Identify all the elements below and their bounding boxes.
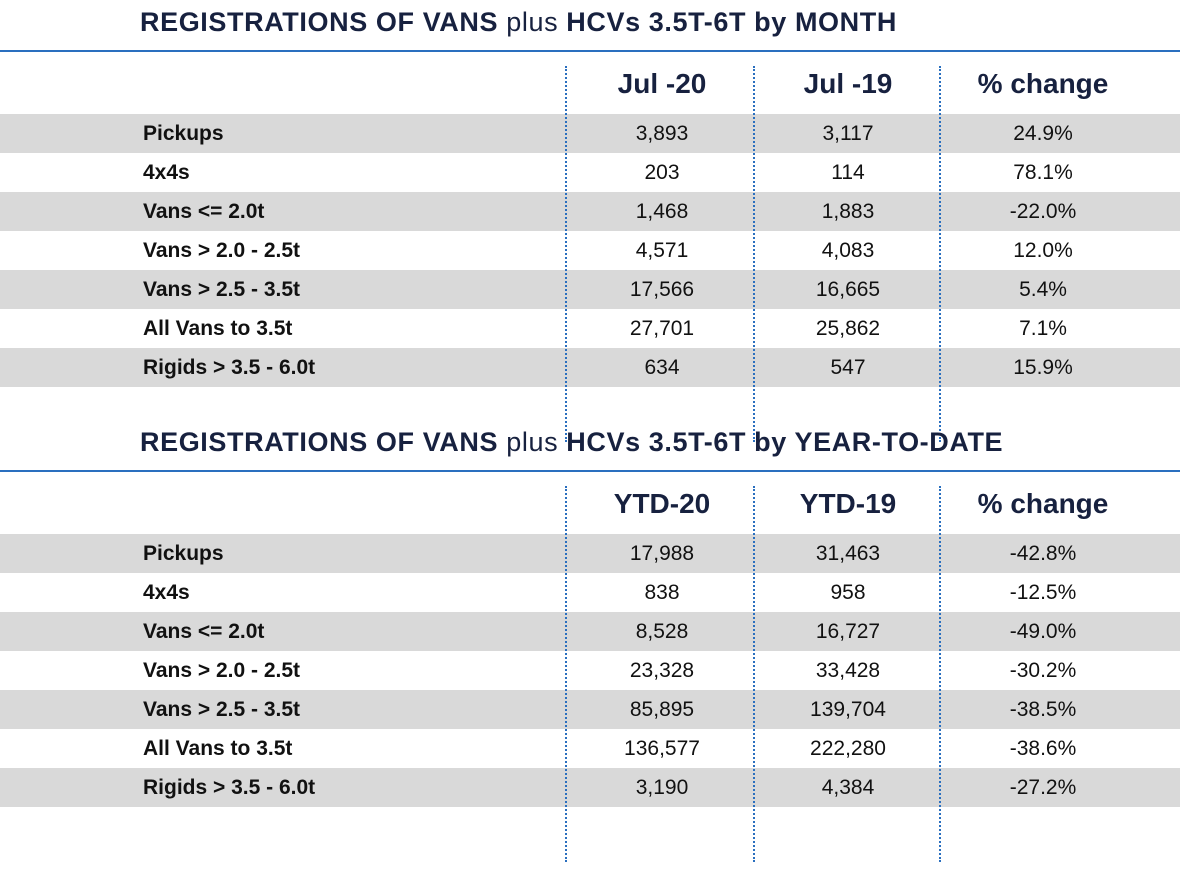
ytd-col-header-2: YTD-19 [799,488,897,519]
monthly-table [0,54,1180,387]
cell-change: 5.4% [1019,278,1067,301]
column-divider [753,486,755,862]
monthly-col-header-1: Jul -20 [617,68,707,99]
cell-value: 4,571 [635,239,689,262]
row-label: Vans > 2.5 - 3.5t [143,698,301,721]
row-label: All Vans to 3.5t [143,737,293,760]
cell-value: 4,384 [821,776,875,799]
table-row [0,534,1180,573]
cell-change: -49.0% [1009,620,1077,643]
row-label: Vans > 2.0 - 2.5t [143,659,301,682]
table-row [0,192,1180,231]
table-row [0,612,1180,651]
row-label: Vans > 2.0 - 2.5t [143,239,301,262]
cell-change: -12.5% [1009,581,1077,604]
monthly-col-header-2: Jul -19 [803,68,893,99]
row-label: Vans > 2.5 - 3.5t [143,278,301,301]
ytd-table [0,474,1180,807]
cell-value: 203 [644,161,680,184]
cell-change: 7.1% [1019,317,1067,340]
cell-change: 78.1% [1013,161,1073,184]
monthly-title-plus: plus [506,7,559,37]
cell-value: 16,665 [815,278,881,301]
table-row [0,270,1180,309]
ytd-title [140,422,1003,462]
column-divider [753,66,755,442]
cell-value: 31,463 [815,542,881,565]
cell-change: 15.9% [1013,356,1073,379]
cell-value: 958 [830,581,866,604]
table-row [0,768,1180,807]
monthly-header-row [0,54,1180,114]
cell-value: 838 [644,581,680,604]
cell-change: -38.6% [1009,737,1077,760]
row-label: 4x4s [143,581,190,604]
cell-change: -30.2% [1009,659,1077,682]
monthly-title [140,2,897,42]
column-divider [565,486,567,862]
monthly-col-header-3: % change [977,68,1109,99]
cell-change: 12.0% [1013,239,1073,262]
cell-value: 3,893 [635,122,689,145]
cell-value: 23,328 [629,659,695,682]
monthly-title-bold-2: HCVs 3.5T-6T by MONTH [566,7,897,37]
cell-change: -42.8% [1009,542,1077,565]
table-row [0,690,1180,729]
cell-value: 8,528 [635,620,689,643]
column-divider [939,486,941,862]
cell-value: 27,701 [629,317,695,340]
cell-value: 114 [831,161,865,184]
table-row [0,114,1180,153]
ytd-title-bold-2: HCVs 3.5T-6T by YEAR-TO-DATE [566,427,1004,457]
column-divider [565,66,567,442]
row-label: Rigids > 3.5 - 6.0t [143,776,316,799]
ytd-col-header-1: YTD-20 [613,488,711,519]
row-label: Pickups [143,542,224,565]
ytd-title-bold-1: REGISTRATIONS OF VANS [140,427,499,457]
cell-value: 85,895 [629,698,695,721]
table-row [0,348,1180,387]
cell-value: 1,883 [821,200,875,223]
cell-value: 4,083 [821,239,875,262]
cell-value: 17,988 [629,542,695,565]
table-row [0,651,1180,690]
table-row [0,573,1180,612]
monthly-title-bold-1: REGISTRATIONS OF VANS [140,7,499,37]
row-label: Pickups [143,122,224,145]
row-label: Vans <= 2.0t [143,620,265,643]
table-row [0,309,1180,348]
row-label: Rigids > 3.5 - 6.0t [143,356,316,379]
table-row [0,729,1180,768]
monthly-title-rule [0,50,1180,52]
cell-value: 139,704 [810,698,886,721]
table-row [0,231,1180,270]
cell-value: 634 [644,356,680,379]
cell-value: 16,727 [815,620,881,643]
ytd-title-plus: plus [506,427,559,457]
ytd-title-rule [0,470,1180,472]
table-row [0,153,1180,192]
row-label: 4x4s [143,161,190,184]
cell-value: 25,862 [815,317,881,340]
cell-value: 1,468 [635,200,689,223]
cell-value: 3,117 [822,122,874,145]
cell-change: -27.2% [1009,776,1077,799]
cell-value: 3,190 [635,776,689,799]
cell-value: 547 [830,356,866,379]
column-divider [939,66,941,442]
row-label: All Vans to 3.5t [143,317,293,340]
cell-value: 33,428 [815,659,881,682]
cell-value: 222,280 [810,737,886,760]
row-label: Vans <= 2.0t [143,200,265,223]
cell-value: 17,566 [629,278,695,301]
cell-change: 24.9% [1013,122,1073,145]
cell-change: -38.5% [1009,698,1077,721]
ytd-col-header-3: % change [977,488,1109,519]
cell-change: -22.0% [1009,200,1077,223]
ytd-header-row [0,474,1180,534]
cell-value: 136,577 [624,737,700,760]
